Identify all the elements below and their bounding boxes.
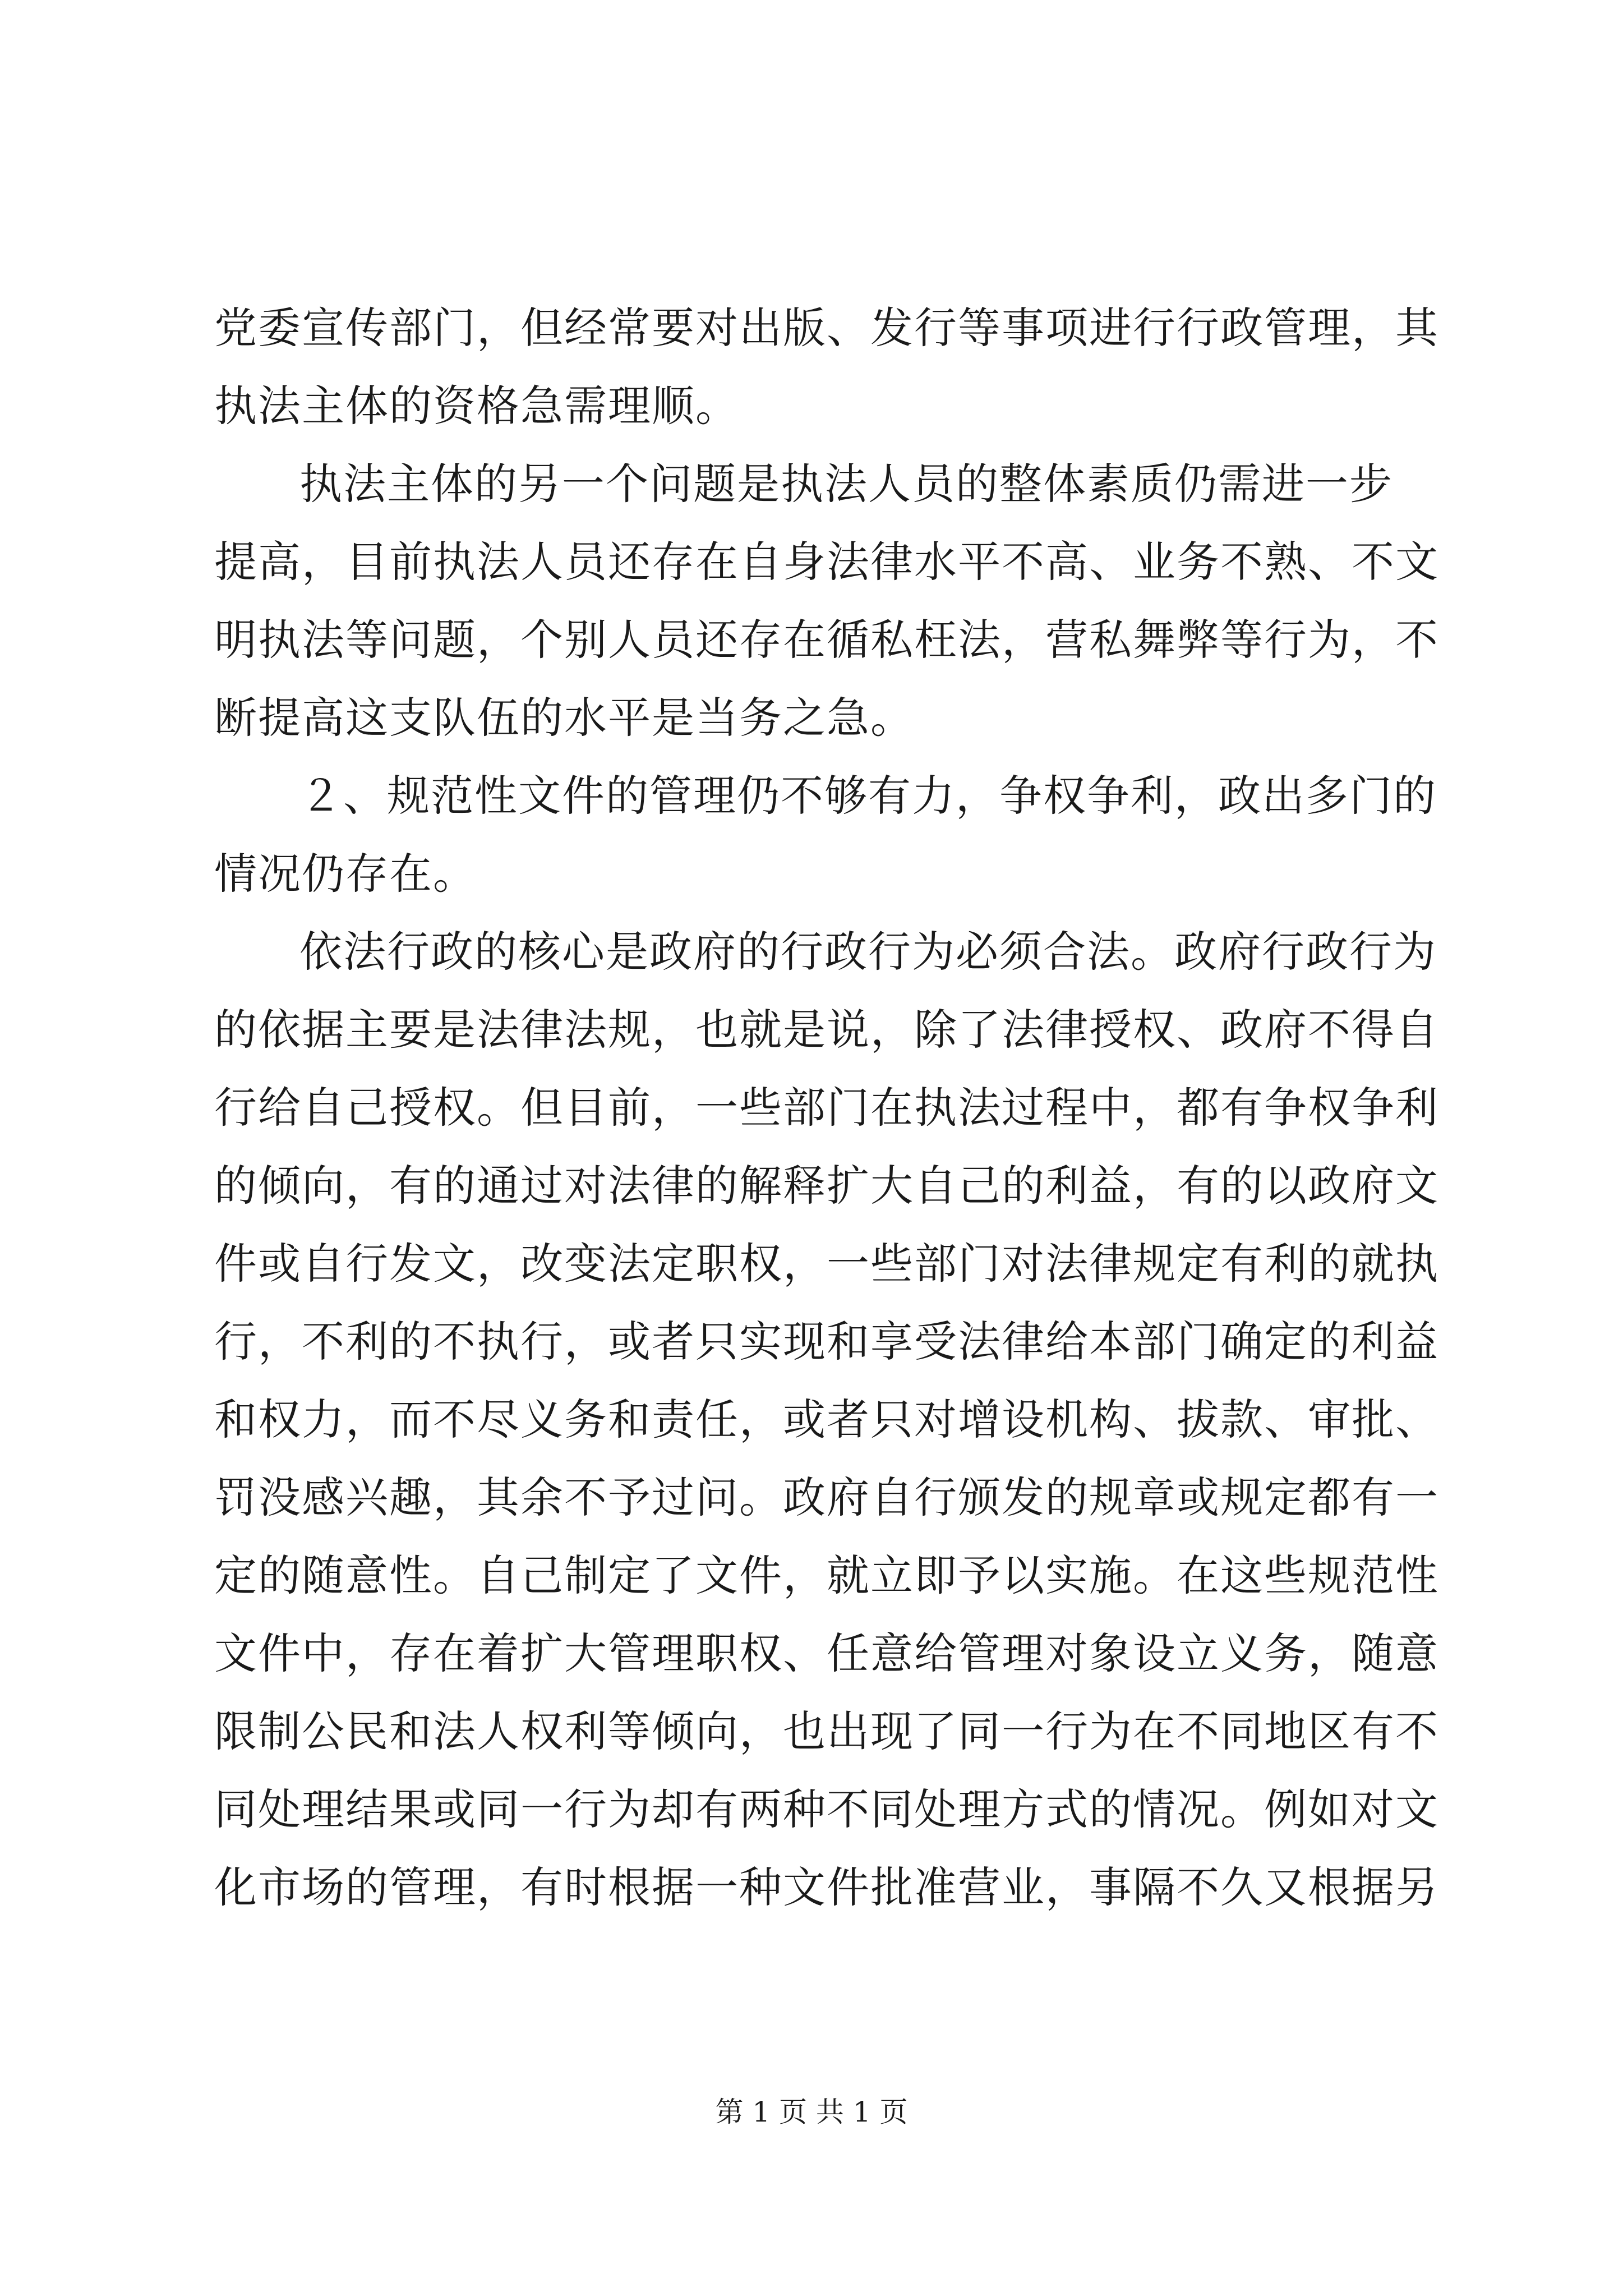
text-line: 提高，目前执法人员还存在自身法律水平不高、业务不熟、不文 — [214, 537, 1439, 587]
text-line: 件或自行发文，改变法定职权，一些部门对法律规定有利的就执 — [214, 1239, 1439, 1289]
text-line: 依法行政的核心是政府的行政行为必须合法。政府行政行为 — [299, 927, 1437, 977]
document-body — [214, 289, 1448, 1926]
text-line: 文件中，存在着扩大管理职权、任意给管理对象设立义务，随意 — [214, 1628, 1439, 1678]
paragraph — [214, 757, 1448, 913]
page-footer: 第 1 页 共 1 页 — [715, 2096, 908, 2128]
text-line: ２、规范性文件的管理仍不够有力，争权争利，政出多门的 — [299, 771, 1437, 821]
text-line: 化市场的管理，有时根据一种文件批准营业，事隔不久又根据另 — [214, 1862, 1439, 1912]
paragraph — [214, 289, 1448, 445]
paragraph — [214, 445, 1448, 757]
text-line: 行给自己授权。但目前，一些部门在执法过程中，都有争权争利 — [214, 1083, 1439, 1133]
paragraph — [214, 913, 1448, 1926]
text-line: 执法主体的资格急需理顺。 — [214, 381, 739, 431]
text-line: 的依据主要是法律法规，也就是说，除了法律授权、政府不得自 — [214, 1005, 1439, 1055]
text-line: 罚没感兴趣，其余不予过问。政府自行颁发的规章或规定都有一 — [214, 1473, 1439, 1522]
text-line: 情况仍存在。 — [214, 849, 477, 899]
text-line: 限制公民和法人权利等倾向，也出现了同一行为在不同地区有不 — [214, 1706, 1439, 1756]
text-line: 定的随意性。自己制定了文件，就立即予以实施。在这些规范性 — [214, 1550, 1439, 1600]
text-line: 同处理结果或同一行为却有两种不同处理方式的情况。例如对文 — [214, 1784, 1439, 1834]
text-line: 行，不利的不执行，或者只实现和享受法律给本部门确定的利益 — [214, 1317, 1439, 1366]
text-line: 明执法等问题，个别人员还存在循私枉法，营私舞弊等行为，不 — [214, 615, 1439, 665]
text-line: 党委宣传部门，但经常要对出版、发行等事项进行行政管理，其 — [214, 303, 1439, 353]
text-line: 断提高这支队伍的水平是当务之急。 — [214, 693, 914, 743]
text-line: 的倾向，有的通过对法律的解释扩大自己的利益，有的以政府文 — [214, 1161, 1439, 1211]
text-line: 执法主体的另一个问题是执法人员的整体素质仍需进一步 — [299, 459, 1393, 509]
text-line: 和权力，而不尽义务和责任，或者只对增设机构、拔款、审批、 — [214, 1395, 1439, 1444]
